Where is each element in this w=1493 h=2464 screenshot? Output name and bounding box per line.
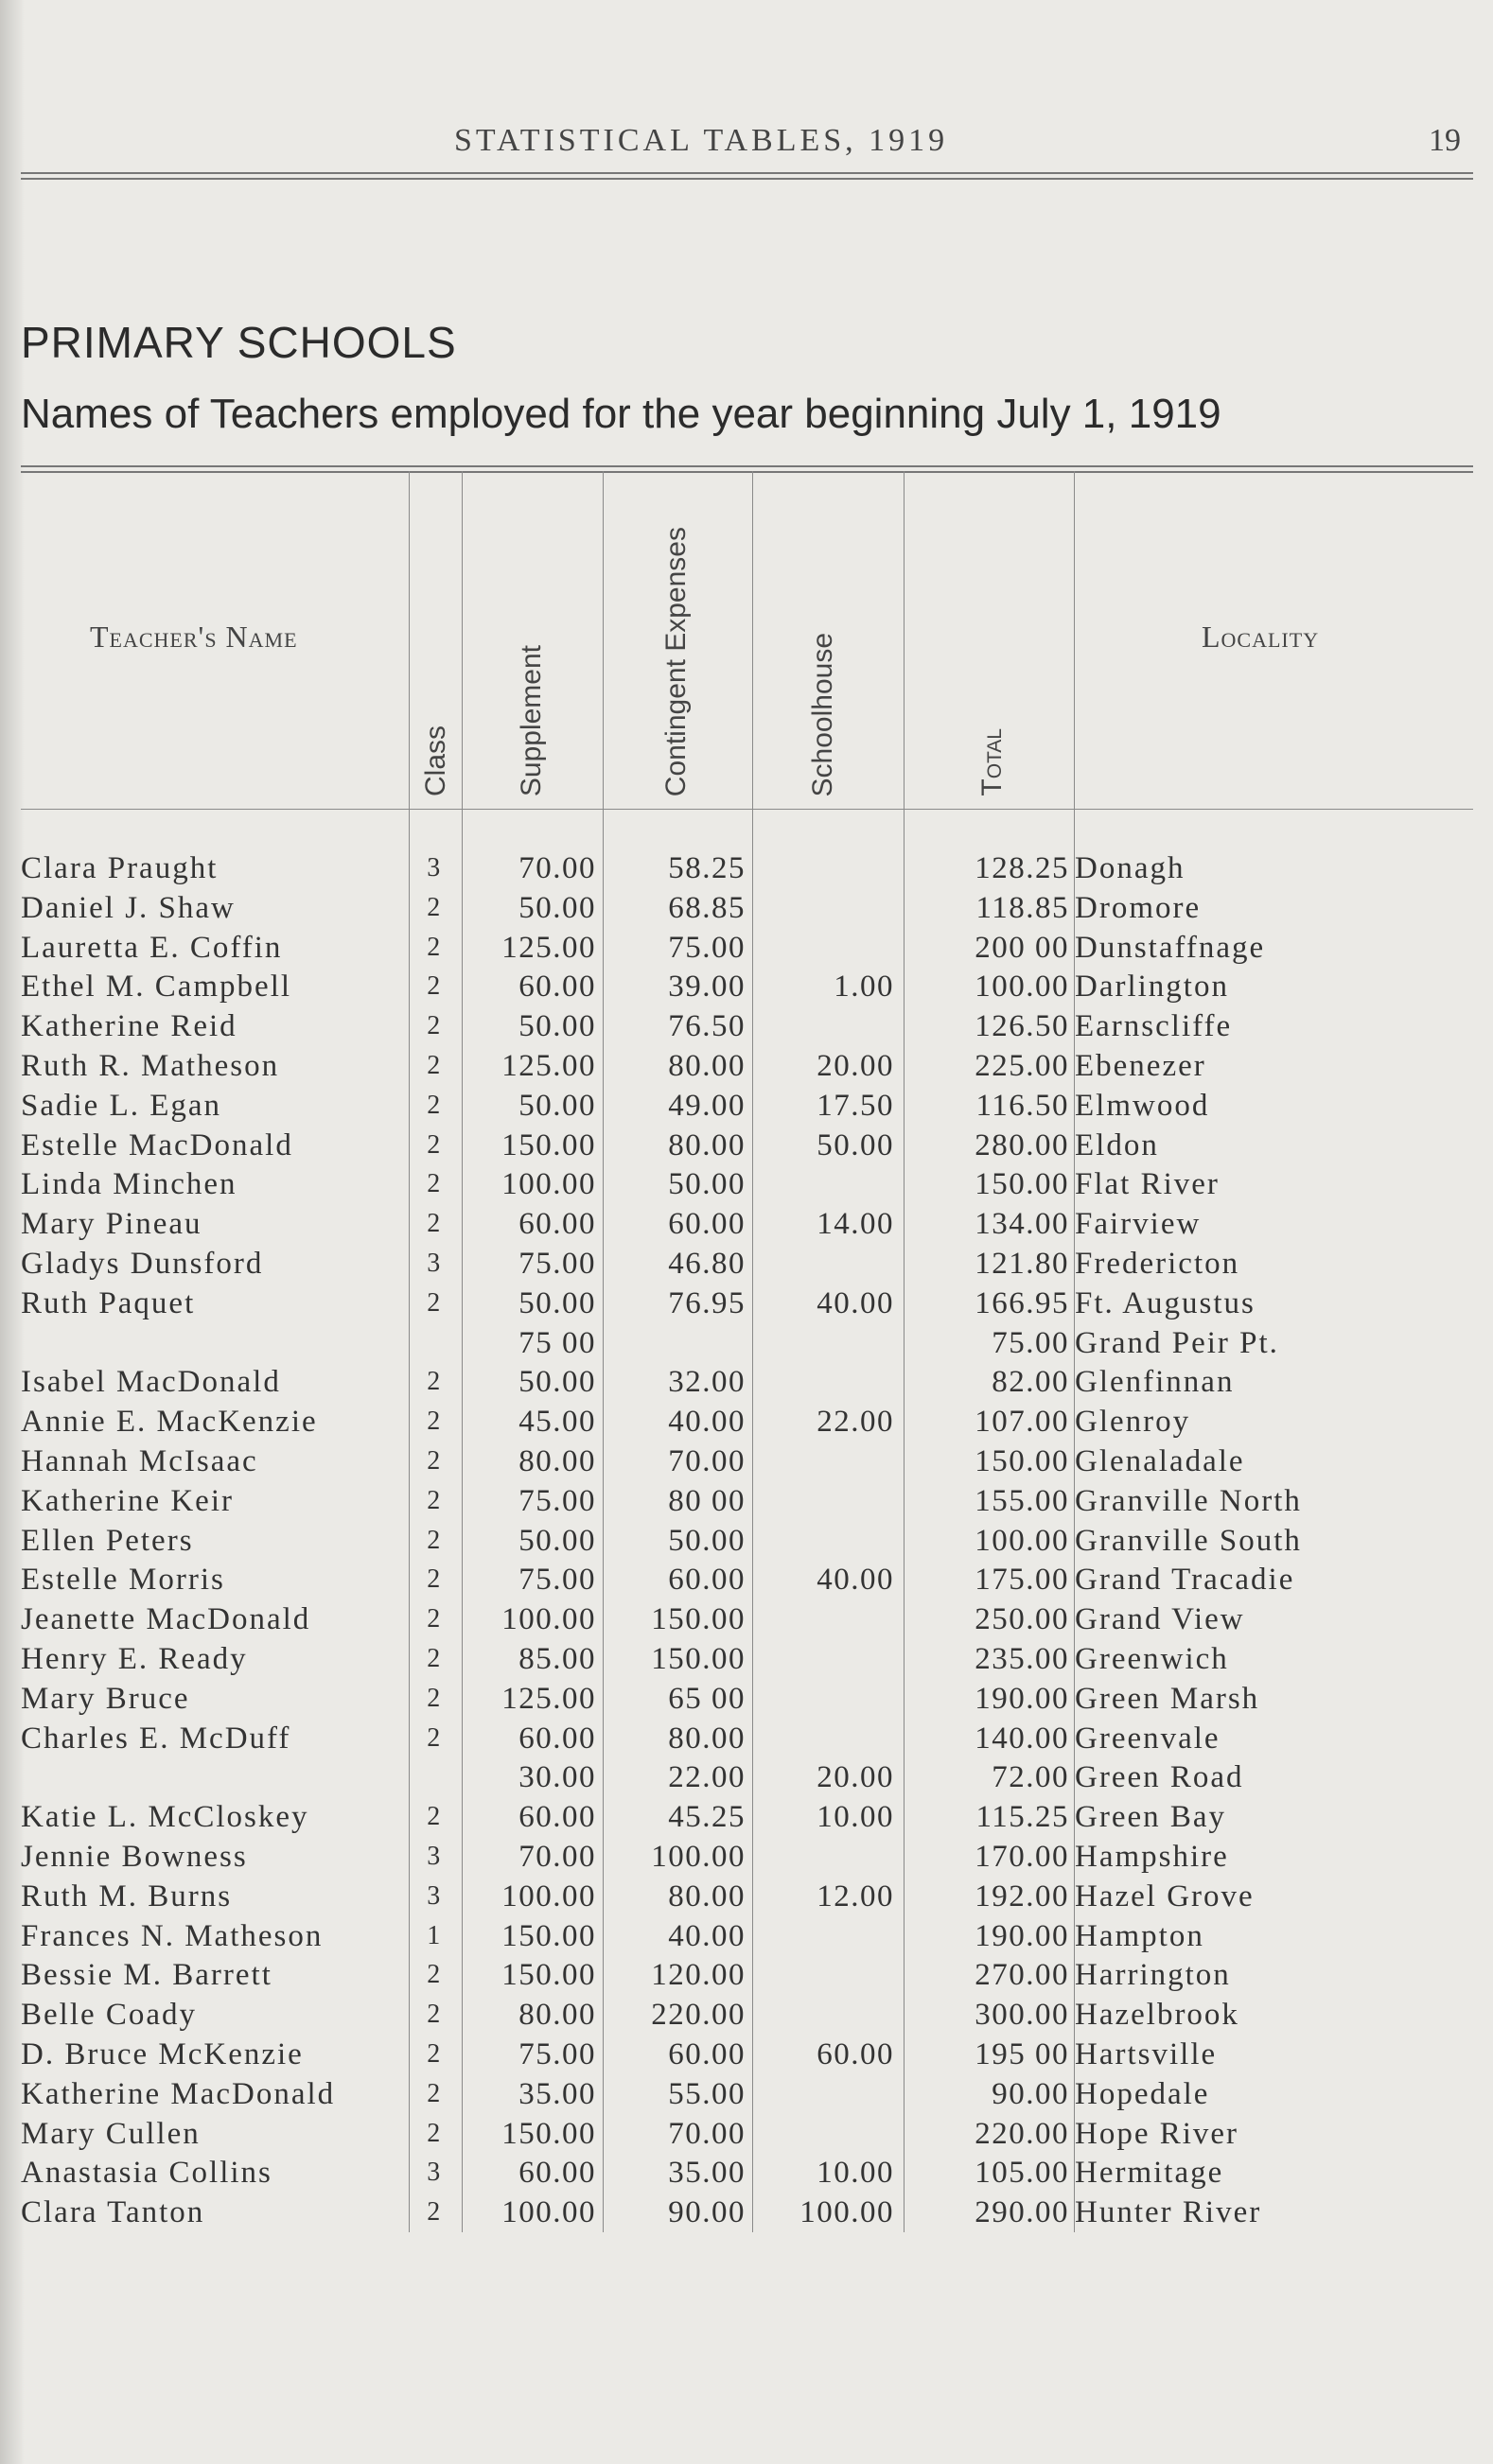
supplement-value: 60.00 xyxy=(518,970,596,1005)
total-value: 72.00 xyxy=(992,1760,1069,1795)
total-value: 118.85 xyxy=(975,890,1069,925)
table-row xyxy=(0,928,1493,968)
class-value: 3 xyxy=(427,853,442,882)
total-value: 290.00 xyxy=(975,2195,1069,2230)
table-row xyxy=(0,1639,1493,1679)
teacher-name: Henry E. Ready xyxy=(21,1642,248,1676)
total-value: 107.00 xyxy=(975,1405,1069,1440)
col-header-class: Class xyxy=(420,725,451,796)
total-value: 126.50 xyxy=(975,1009,1069,1044)
teacher-name: Mary Pineau xyxy=(21,1207,202,1242)
locality-name: Elmwood xyxy=(1075,1088,1210,1123)
contingent-value: 75.00 xyxy=(668,930,746,965)
contingent-value: 100.00 xyxy=(651,1840,746,1874)
contingent-value: 32.00 xyxy=(668,1365,746,1400)
page-header xyxy=(0,112,1493,168)
locality-name: Green Bay xyxy=(1075,1800,1227,1835)
schoolhouse-value: 14.00 xyxy=(817,1207,894,1242)
contingent-value: 80.00 xyxy=(668,1879,746,1914)
table-row xyxy=(0,1599,1493,1639)
teacher-name: Katherine MacDonald xyxy=(21,2076,336,2111)
supplement-value: 75.00 xyxy=(518,2037,596,2071)
contingent-value: 150.00 xyxy=(651,1602,746,1637)
locality-name: Grand Tracadie xyxy=(1075,1563,1295,1598)
table-row xyxy=(0,1955,1493,1995)
total-value: 190.00 xyxy=(975,1681,1069,1716)
schoolhouse-value: 1.00 xyxy=(834,970,894,1005)
teacher-name: Charles E. McDuff xyxy=(21,1721,291,1756)
table-row xyxy=(0,1402,1493,1442)
col-header-total: Total xyxy=(976,728,1008,796)
teacher-name: D. Bruce McKenzie xyxy=(21,2037,304,2071)
col-header-locality: Locality xyxy=(1202,620,1320,654)
total-value: 270.00 xyxy=(975,1958,1069,1993)
locality-name: Fairview xyxy=(1075,1207,1202,1242)
table-row xyxy=(0,1521,1493,1561)
contingent-value: 80 00 xyxy=(668,1483,746,1518)
supplement-value: 125.00 xyxy=(501,1049,596,1083)
contingent-value: 45.25 xyxy=(668,1800,746,1835)
contingent-value: 60.00 xyxy=(668,2037,746,2071)
supplement-value: 60.00 xyxy=(518,1800,596,1835)
total-value: 121.80 xyxy=(975,1247,1069,1281)
col-header-name: Teacher's Name xyxy=(90,620,298,654)
class-value: 2 xyxy=(427,1564,442,1595)
total-value: 155.00 xyxy=(975,1483,1069,1518)
class-value: 2 xyxy=(427,1011,442,1041)
table-row xyxy=(0,1797,1493,1837)
teacher-name: Katie L. McCloskey xyxy=(21,1800,309,1835)
class-value: 2 xyxy=(427,1683,442,1713)
class-value: 2 xyxy=(427,1090,442,1120)
supplement-value: 75.00 xyxy=(518,1483,596,1518)
class-value: 1 xyxy=(427,1920,442,1950)
schoolhouse-value: 20.00 xyxy=(817,1049,894,1083)
total-value: 280.00 xyxy=(975,1127,1069,1162)
table-row xyxy=(0,2035,1493,2074)
locality-name: Hampton xyxy=(1075,1918,1204,1953)
header-rule xyxy=(21,172,1473,180)
contingent-value: 55.00 xyxy=(668,2076,746,2111)
contingent-value: 39.00 xyxy=(668,970,746,1005)
supplement-value: 30.00 xyxy=(518,1760,596,1795)
class-value: 2 xyxy=(427,2039,442,2069)
schoolhouse-value: 40.00 xyxy=(817,1285,894,1320)
contingent-value: 40.00 xyxy=(668,1405,746,1440)
teacher-name: Daniel J. Shaw xyxy=(21,890,236,925)
locality-name: Dromore xyxy=(1075,890,1202,925)
table-row xyxy=(0,2074,1493,2114)
total-value: 90.00 xyxy=(992,2076,1069,2111)
locality-name: Fredericton xyxy=(1075,1247,1240,1281)
supplement-value: 70.00 xyxy=(518,851,596,885)
schoolhouse-value: 17.50 xyxy=(817,1088,894,1123)
running-title: STATISTICAL TABLES, 1919 xyxy=(454,123,949,158)
total-value: 225.00 xyxy=(975,1049,1069,1083)
contingent-value: 58.25 xyxy=(668,851,746,885)
contingent-value: 40.00 xyxy=(668,1918,746,1953)
locality-name: Glenaladale xyxy=(1075,1444,1245,1478)
class-value: 3 xyxy=(427,1880,442,1911)
locality-name: Hunter River xyxy=(1075,2195,1262,2230)
locality-name: Hartsville xyxy=(1075,2037,1218,2071)
teacher-name: Clara Tanton xyxy=(21,2195,205,2230)
total-value: 235.00 xyxy=(975,1642,1069,1676)
table-row xyxy=(0,1244,1493,1284)
class-value: 2 xyxy=(427,1960,442,1990)
teacher-name: Frances N. Matheson xyxy=(21,1918,324,1953)
class-value: 2 xyxy=(427,1525,442,1555)
class-value: 2 xyxy=(427,1051,442,1080)
locality-name: Granville North xyxy=(1075,1483,1302,1518)
page-number: 19 xyxy=(1429,123,1461,158)
total-value: 192.00 xyxy=(975,1879,1069,1914)
contingent-value: 68.85 xyxy=(668,890,746,925)
class-value: 2 xyxy=(427,1407,442,1437)
locality-name: Darlington xyxy=(1075,970,1229,1005)
contingent-value: 50.00 xyxy=(668,1523,746,1558)
supplement-value: 50.00 xyxy=(518,1365,596,1400)
total-value: 166.95 xyxy=(975,1285,1069,1320)
section-title: PRIMARY SCHOOLS xyxy=(21,318,457,367)
locality-name: Greenvale xyxy=(1075,1721,1221,1756)
total-value: 150.00 xyxy=(975,1444,1069,1478)
locality-name: Glenfinnan xyxy=(1075,1365,1235,1400)
table-row xyxy=(0,1086,1493,1126)
teacher-name: Estelle Morris xyxy=(21,1563,225,1598)
table-row xyxy=(0,1164,1493,1204)
table-row xyxy=(0,1204,1493,1244)
total-value: 140.00 xyxy=(975,1721,1069,1756)
supplement-value: 100.00 xyxy=(501,1167,596,1202)
col-header-contingent: Contingent Expenses xyxy=(660,526,692,796)
locality-name: Eldon xyxy=(1075,1127,1159,1162)
total-value: 190.00 xyxy=(975,1918,1069,1953)
class-value: 3 xyxy=(427,1842,442,1871)
contingent-value: 80.00 xyxy=(668,1049,746,1083)
supplement-value: 60.00 xyxy=(518,2156,596,2191)
teacher-name: Estelle MacDonald xyxy=(21,1127,293,1162)
teacher-name: Annie E. MacKenzie xyxy=(21,1405,318,1440)
table-row xyxy=(0,1006,1493,1046)
class-value: 2 xyxy=(427,1367,442,1397)
table-row xyxy=(0,1362,1493,1402)
supplement-value: 50.00 xyxy=(518,1523,596,1558)
total-value: 200 00 xyxy=(975,930,1069,965)
contingent-value: 70.00 xyxy=(668,2116,746,2151)
total-value: 170.00 xyxy=(975,1840,1069,1874)
table-row xyxy=(0,2193,1493,2232)
class-value: 2 xyxy=(427,2000,442,2030)
locality-name: Grand Peir Pt. xyxy=(1075,1325,1279,1360)
table-row xyxy=(0,967,1493,1006)
class-value: 3 xyxy=(427,2158,442,2188)
contingent-value: 50.00 xyxy=(668,1167,746,1202)
class-value: 2 xyxy=(427,2197,442,2228)
table-row xyxy=(0,1560,1493,1599)
teacher-name: Isabel MacDonald xyxy=(21,1365,281,1400)
contingent-value: 76.95 xyxy=(668,1285,746,1320)
class-value: 2 xyxy=(427,1169,442,1199)
teacher-name: Mary Cullen xyxy=(21,2116,201,2151)
table-row xyxy=(0,1126,1493,1165)
supplement-value: 85.00 xyxy=(518,1642,596,1676)
contingent-value: 150.00 xyxy=(651,1642,746,1676)
total-value: 82.00 xyxy=(992,1365,1069,1400)
contingent-value: 49.00 xyxy=(668,1088,746,1123)
total-value: 128.25 xyxy=(975,851,1069,885)
teacher-name: Mary Bruce xyxy=(21,1681,190,1716)
total-value: 116.50 xyxy=(975,1088,1069,1123)
table-row xyxy=(0,1284,1493,1323)
contingent-value: 60.00 xyxy=(668,1563,746,1598)
locality-name: Ebenezer xyxy=(1075,1049,1206,1083)
table-row xyxy=(0,1757,1493,1797)
locality-name: Granville South xyxy=(1075,1523,1302,1558)
supplement-value: 75 00 xyxy=(518,1325,596,1360)
class-value: 2 xyxy=(427,1446,442,1476)
locality-name: Green Marsh xyxy=(1075,1681,1260,1716)
class-value: 2 xyxy=(427,1287,442,1318)
supplement-value: 35.00 xyxy=(518,2076,596,2111)
table-row xyxy=(0,1481,1493,1521)
total-value: 195 00 xyxy=(975,2037,1069,2071)
total-value: 300.00 xyxy=(975,1998,1069,2033)
table-row xyxy=(0,2114,1493,2154)
supplement-value: 150.00 xyxy=(501,1958,596,1993)
class-value: 2 xyxy=(427,2118,442,2148)
total-value: 250.00 xyxy=(975,1602,1069,1637)
total-value: 220.00 xyxy=(975,2116,1069,2151)
table-row xyxy=(0,1323,1493,1363)
total-value: 115.25 xyxy=(975,1800,1069,1835)
teacher-name: Belle Coady xyxy=(21,1998,198,2033)
locality-name: Grand View xyxy=(1075,1602,1245,1637)
schoolhouse-value: 12.00 xyxy=(817,1879,894,1914)
table-row xyxy=(0,2153,1493,2193)
teacher-name: Katherine Keir xyxy=(21,1483,234,1518)
contingent-value: 220.00 xyxy=(651,1998,746,2033)
locality-name: Greenwich xyxy=(1075,1642,1229,1676)
locality-name: Hazel Grove xyxy=(1075,1879,1255,1914)
teacher-name: Ellen Peters xyxy=(21,1523,194,1558)
table-row xyxy=(0,848,1493,888)
schoolhouse-value: 40.00 xyxy=(817,1563,894,1598)
supplement-value: 50.00 xyxy=(518,890,596,925)
locality-name: Green Road xyxy=(1075,1760,1244,1795)
supplement-value: 45.00 xyxy=(518,1405,596,1440)
teacher-name: Katherine Reid xyxy=(21,1009,237,1044)
teacher-name: Lauretta E. Coffin xyxy=(21,930,283,965)
contingent-value: 22.00 xyxy=(668,1760,746,1795)
teacher-name: Ruth R. Matheson xyxy=(21,1049,280,1083)
class-value: 2 xyxy=(427,2078,442,2108)
teacher-name: Linda Minchen xyxy=(21,1167,237,1202)
contingent-value: 80.00 xyxy=(668,1127,746,1162)
class-value: 2 xyxy=(427,971,442,1002)
table-row xyxy=(0,1995,1493,2035)
table-subtitle: Names of Teachers employed for the year beginning July 1, 1919 xyxy=(21,391,1221,437)
supplement-value: 50.00 xyxy=(518,1009,596,1044)
class-value: 2 xyxy=(427,1802,442,1832)
contingent-value: 60.00 xyxy=(668,1207,746,1242)
schoolhouse-value: 20.00 xyxy=(817,1760,894,1795)
supplement-value: 150.00 xyxy=(501,1918,596,1953)
schoolhouse-value: 50.00 xyxy=(817,1127,894,1162)
table-row xyxy=(0,1916,1493,1956)
table-top-rule xyxy=(21,465,1473,473)
contingent-value: 120.00 xyxy=(651,1958,746,1993)
class-value: 2 xyxy=(427,1129,442,1160)
table-row xyxy=(0,888,1493,928)
table-row xyxy=(0,1046,1493,1086)
supplement-value: 150.00 xyxy=(501,1127,596,1162)
supplement-value: 50.00 xyxy=(518,1088,596,1123)
col-header-schoolhouse: Schoolhouse xyxy=(807,632,838,796)
teacher-name: Jeanette MacDonald xyxy=(21,1602,311,1637)
supplement-value: 125.00 xyxy=(501,930,596,965)
table-row xyxy=(0,1877,1493,1916)
teacher-name: Ruth Paquet xyxy=(21,1285,196,1320)
teacher-name: Sadie L. Egan xyxy=(21,1088,222,1123)
contingent-value: 46.80 xyxy=(668,1247,746,1281)
total-value: 105.00 xyxy=(975,2156,1069,2191)
schoolhouse-value: 22.00 xyxy=(817,1405,894,1440)
supplement-value: 100.00 xyxy=(501,1879,596,1914)
total-value: 134.00 xyxy=(975,1207,1069,1242)
class-value: 3 xyxy=(427,1249,442,1278)
supplement-value: 75.00 xyxy=(518,1563,596,1598)
class-value: 2 xyxy=(427,1644,442,1673)
total-value: 175.00 xyxy=(975,1563,1069,1598)
table-row xyxy=(0,1679,1493,1719)
contingent-value: 65 00 xyxy=(668,1681,746,1716)
locality-name: Flat River xyxy=(1075,1167,1220,1202)
supplement-value: 75.00 xyxy=(518,1247,596,1281)
total-value: 100.00 xyxy=(975,970,1069,1005)
supplement-value: 70.00 xyxy=(518,1840,596,1874)
class-value: 2 xyxy=(427,1722,442,1753)
table-row xyxy=(0,1719,1493,1758)
contingent-value: 90.00 xyxy=(668,2195,746,2230)
locality-name: Hampshire xyxy=(1075,1840,1229,1874)
schoolhouse-value: 10.00 xyxy=(817,1800,894,1835)
schoolhouse-value: 10.00 xyxy=(817,2156,894,2191)
total-value: 150.00 xyxy=(975,1167,1069,1202)
teacher-name: Bessie M. Barrett xyxy=(21,1958,272,1993)
class-value: 2 xyxy=(427,932,442,962)
supplement-value: 100.00 xyxy=(501,2195,596,2230)
class-value: 2 xyxy=(427,1209,442,1239)
locality-name: Hope River xyxy=(1075,2116,1239,2151)
supplement-value: 60.00 xyxy=(518,1721,596,1756)
supplement-value: 60.00 xyxy=(518,1207,596,1242)
locality-name: Hermitage xyxy=(1075,2156,1224,2191)
teacher-name: Anastasia Collins xyxy=(21,2156,272,2191)
teacher-name: Jennie Bowness xyxy=(21,1840,248,1874)
contingent-value: 70.00 xyxy=(668,1444,746,1478)
locality-name: Hazelbrook xyxy=(1075,1998,1239,2033)
contingent-value: 76.50 xyxy=(668,1009,746,1044)
table-row xyxy=(0,1837,1493,1877)
teacher-name: Hannah McIsaac xyxy=(21,1444,258,1478)
teacher-name: Ruth M. Burns xyxy=(21,1879,233,1914)
total-value: 100.00 xyxy=(975,1523,1069,1558)
col-header-supplement: Supplement xyxy=(516,644,547,796)
contingent-value: 80.00 xyxy=(668,1721,746,1756)
locality-name: Harrington xyxy=(1075,1958,1231,1993)
supplement-value: 150.00 xyxy=(501,2116,596,2151)
locality-name: Ft. Augustus xyxy=(1075,1285,1256,1320)
locality-name: Earnscliffe xyxy=(1075,1009,1233,1044)
header-bottom-rule xyxy=(21,809,1473,810)
class-value: 2 xyxy=(427,892,442,922)
locality-name: Hopedale xyxy=(1075,2076,1210,2111)
teacher-name: Clara Praught xyxy=(21,851,219,885)
schoolhouse-value: 60.00 xyxy=(817,2037,894,2071)
teacher-name: Ethel M. Campbell xyxy=(21,970,292,1005)
table-row xyxy=(0,1442,1493,1481)
supplement-value: 100.00 xyxy=(501,1602,596,1637)
schoolhouse-value: 100.00 xyxy=(799,2195,894,2230)
supplement-value: 80.00 xyxy=(518,1998,596,2033)
contingent-value: 35.00 xyxy=(668,2156,746,2191)
locality-name: Glenroy xyxy=(1075,1405,1191,1440)
total-value: 75.00 xyxy=(992,1325,1069,1360)
teacher-name: Gladys Dunsford xyxy=(21,1247,264,1281)
supplement-value: 80.00 xyxy=(518,1444,596,1478)
supplement-value: 50.00 xyxy=(518,1285,596,1320)
locality-name: Donagh xyxy=(1075,851,1186,885)
supplement-value: 125.00 xyxy=(501,1681,596,1716)
class-value: 2 xyxy=(427,1485,442,1515)
locality-name: Dunstaffnage xyxy=(1075,930,1266,965)
class-value: 2 xyxy=(427,1604,442,1634)
